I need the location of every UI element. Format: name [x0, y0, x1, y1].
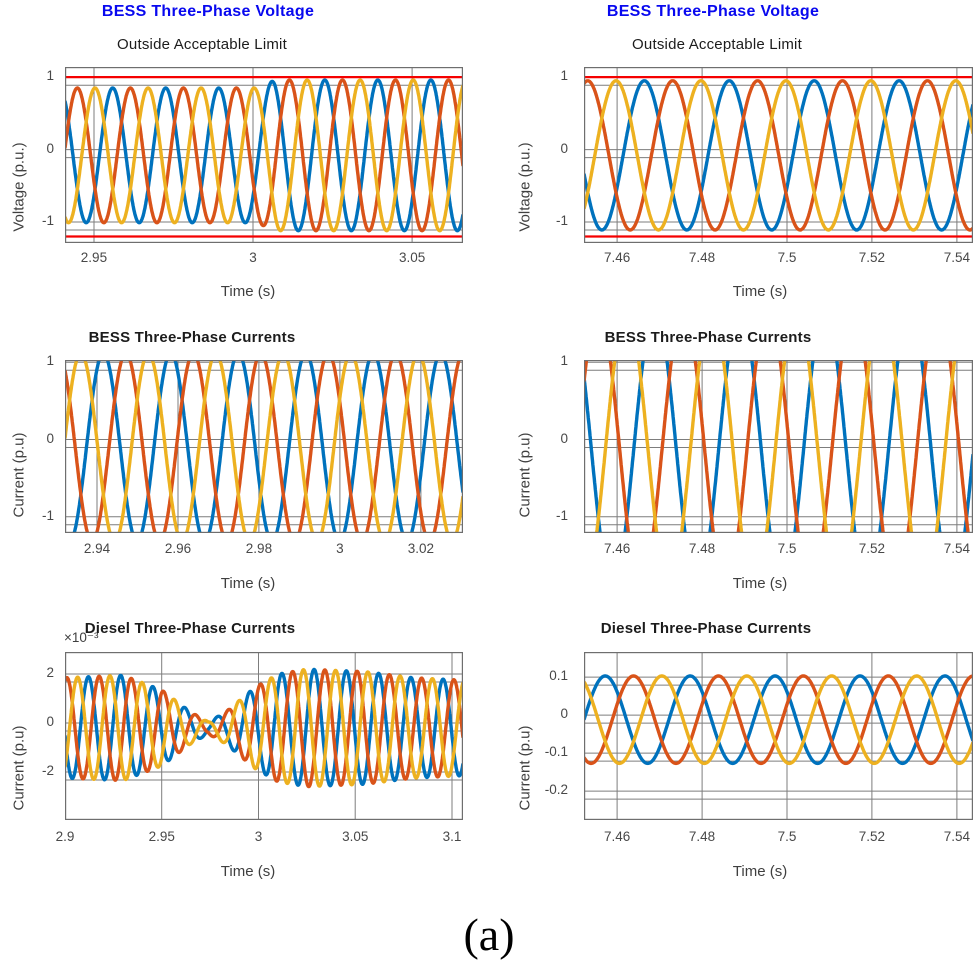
- x-tick-label: 7.52: [858, 541, 886, 556]
- y-tick-label: 1: [560, 353, 568, 369]
- figure-sublabel: (a): [463, 909, 515, 960]
- plot-diesel-current-fault: [65, 652, 463, 820]
- plot-bess-current-steady: [584, 360, 973, 533]
- y-tick-label: 1: [560, 68, 568, 84]
- plot-diesel-current-steady: [584, 652, 973, 820]
- y-tick-label: -1: [555, 507, 568, 523]
- right-column-title: BESS Three-Phase Voltage: [606, 3, 820, 20]
- x-tick-label: 7.54: [943, 829, 970, 844]
- y-tick-label: 1: [46, 353, 54, 369]
- y-tick-label: -1: [41, 212, 54, 228]
- subplot-title-voltage-right: Outside Acceptable Limit: [632, 36, 802, 53]
- x-tick-label: 7.54: [943, 250, 970, 265]
- x-tick-label: 7.5: [777, 541, 797, 556]
- x-tick-label: 3.02: [407, 541, 435, 556]
- y-tick-label: 0: [560, 430, 568, 446]
- plot-bess-voltage-fault: [65, 67, 463, 243]
- xlabel-time-4: Time (s): [220, 863, 276, 880]
- subplot-title-diesel-currents-right: Diesel Three-Phase Currents: [600, 620, 812, 637]
- x-tick-label: 7.46: [603, 829, 631, 844]
- x-tick-label: 2.96: [164, 541, 192, 556]
- x-tick-label: 3.1: [442, 829, 462, 844]
- xlabel-time-0: Time (s): [220, 283, 276, 300]
- left-column-title: BESS Three-Phase Voltage: [101, 3, 315, 20]
- x-tick-label: 3.05: [398, 250, 426, 265]
- x-tick-label: 2.95: [148, 829, 175, 844]
- y-tick-label: 0: [560, 706, 568, 722]
- subplot-title-voltage-left: Outside Acceptable Limit: [117, 36, 287, 53]
- x-tick-label: 7.46: [603, 250, 631, 265]
- x-tick-label: 7.52: [858, 829, 886, 844]
- ylabel-voltage-1: Voltage (p.u.): [516, 142, 534, 232]
- y-tick-label: -0.2: [544, 782, 568, 798]
- waveform-canvas: [65, 67, 463, 243]
- subplot-title-diesel-currents-left: Diesel Three-Phase Currents: [84, 620, 296, 637]
- x-tick-label: 7.48: [688, 250, 716, 265]
- x-tick-label: 3: [249, 250, 257, 265]
- x-tick-label: 2.94: [83, 541, 111, 556]
- x-tick-label: 2.95: [80, 250, 108, 265]
- x-tick-label: 3: [336, 541, 344, 556]
- x-tick-label: 7.48: [688, 541, 716, 556]
- ylabel-voltage-0: Voltage (p.u.): [10, 142, 28, 232]
- waveform-canvas: [584, 360, 973, 533]
- x-tick-label: 3: [254, 829, 263, 844]
- y-tick-label: -1: [555, 212, 568, 228]
- x-tick-label: 7.46: [603, 541, 631, 556]
- y-tick-label: 0: [560, 140, 568, 156]
- x-tick-label: 7.54: [943, 541, 970, 556]
- y-tick-label: 2: [46, 665, 54, 681]
- ylabel-current-3: Current (p.u): [516, 432, 534, 518]
- y-tick-label: 1: [46, 68, 54, 84]
- waveform-canvas: [584, 652, 973, 820]
- ylabel-current-4: Current (p.u): [10, 725, 28, 811]
- waveform-canvas: [65, 652, 463, 820]
- y-axis-exponent-label: ×10⁻³: [64, 630, 99, 645]
- ylabel-current-5: Current (p.u): [516, 725, 534, 811]
- x-tick-label: 2.9: [55, 829, 75, 844]
- y-tick-label: -1: [41, 507, 54, 523]
- y-tick-label: 0: [46, 140, 54, 156]
- x-tick-label: 7.5: [777, 829, 797, 844]
- waveform-canvas: [65, 360, 463, 533]
- xlabel-time-5: Time (s): [732, 863, 788, 880]
- xlabel-time-3: Time (s): [732, 575, 788, 592]
- x-tick-label: 7.48: [688, 829, 716, 844]
- y-tick-label: 0.1: [549, 668, 568, 684]
- ylabel-current-2: Current (p.u): [10, 432, 28, 518]
- y-tick-label: -0.1: [544, 744, 568, 760]
- y-tick-label: 0: [46, 430, 54, 446]
- waveform-canvas: [584, 67, 973, 243]
- y-tick-label: -2: [41, 763, 54, 778]
- y-tick-label: 0: [46, 714, 54, 730]
- xlabel-time-1: Time (s): [732, 283, 788, 300]
- x-tick-label: 2.98: [245, 541, 273, 556]
- x-tick-label: 7.52: [858, 250, 886, 265]
- x-tick-label: 7.5: [777, 250, 797, 265]
- plot-bess-voltage-steady: [584, 67, 973, 243]
- subplot-title-bess-currents-right: BESS Three-Phase Currents: [604, 329, 812, 346]
- xlabel-time-2: Time (s): [220, 575, 276, 592]
- subplot-title-bess-currents-left: BESS Three-Phase Currents: [88, 329, 296, 346]
- plot-bess-current-fault: [65, 360, 463, 533]
- x-tick-label: 3.05: [342, 829, 369, 844]
